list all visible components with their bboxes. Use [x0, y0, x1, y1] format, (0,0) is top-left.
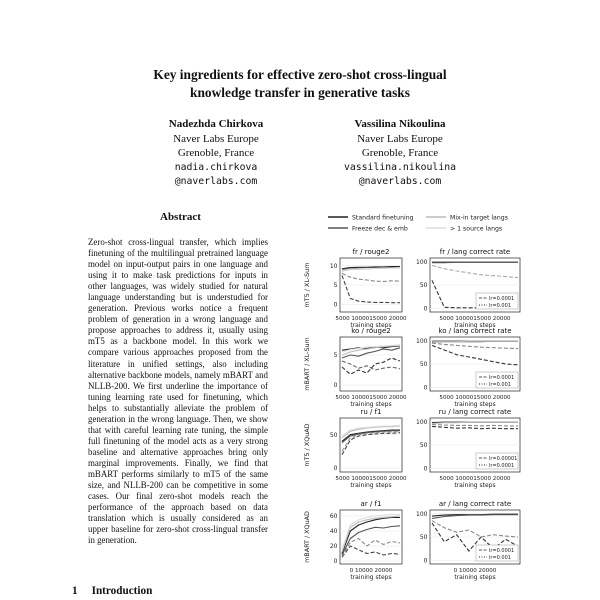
author-affiliation: Naver Labs Europe: [173, 132, 259, 145]
y-tick-label: 50: [419, 442, 428, 450]
row-label: mT5 / XL-Sum: [303, 262, 311, 308]
x-axis-label: training steps: [350, 482, 392, 489]
y-tick-label: 40: [329, 528, 338, 536]
paper-title: [0, 66, 600, 102]
section-heading: [72, 585, 152, 597]
x-tick-labels: 0 10000 20000: [349, 568, 393, 574]
y-tick-label: 100: [416, 337, 428, 345]
panel-title: ru / lang correct rate: [438, 408, 512, 416]
plot-frame: [340, 510, 402, 564]
y-tick-label: 0: [333, 558, 338, 566]
x-tick-labels: 5000 1000015000 20000: [439, 316, 511, 322]
x-tick-labels: 5000 1000015000 20000: [439, 395, 511, 401]
author-email-user: vassilina.nikoulina: [343, 161, 457, 173]
author-email-user: nadia.chirkova: [174, 161, 258, 173]
x-axis-label: training steps: [350, 401, 392, 408]
section-title: Introduction: [91, 585, 153, 597]
row-label: mT5 / XQuAD: [303, 423, 311, 467]
panel-legend-label: lr=0.001: [489, 382, 511, 388]
x-axis-label: training steps: [454, 322, 496, 329]
x-axis-label: training steps: [350, 322, 392, 329]
x-tick-labels: 5000 1000015000 20000: [335, 316, 407, 322]
legend-label: Mix-in target langs: [450, 214, 508, 222]
panel-legend-label: lr=0.0001: [489, 375, 515, 381]
title-line-2: knowledge transfer in generative tasks: [190, 85, 410, 100]
y-tick-label: 100: [416, 258, 428, 266]
author-block-2: [300, 117, 500, 190]
y-tick-label: 5: [333, 352, 338, 360]
y-tick-label: 50: [329, 431, 338, 439]
author-name: Nadezhda Chirkova: [168, 118, 264, 130]
title-line-1: Key ingredients for effective zero-shot cross-lingual: [153, 67, 447, 82]
author-block-1: [116, 117, 316, 190]
panel-legend-label: lr=0.001: [489, 303, 511, 309]
panel-title: fr / lang correct rate: [439, 248, 511, 256]
panel-title: ru / f1: [360, 408, 382, 416]
x-axis-label: training steps: [454, 401, 496, 408]
panel-title: ar / f1: [360, 500, 382, 508]
y-tick-label: 10: [329, 262, 338, 270]
y-tick-label: 50: [419, 534, 428, 542]
y-tick-label: 20: [329, 543, 338, 551]
panel-legend-label: lr=0.0001: [489, 296, 515, 302]
row-label: mBART / XL-Sum: [303, 337, 311, 391]
panel-title: ar / lang correct rate: [438, 500, 512, 508]
y-tick-label: 100: [416, 418, 428, 426]
y-tick-label: 60: [329, 513, 338, 521]
y-tick-label: 0: [423, 465, 428, 473]
x-tick-labels: 5000 1000015000 20000: [439, 476, 511, 482]
y-tick-label: 0: [333, 382, 338, 390]
y-tick-label: 0: [423, 557, 428, 565]
figure-small-multiples: [300, 204, 540, 586]
y-tick-label: 5: [333, 282, 338, 290]
legend-label: Freeze dec & emb: [352, 225, 408, 233]
row-label: mBART / XQuAD: [303, 511, 311, 563]
series-line: [432, 341, 518, 342]
panel-title: ko / rouge2: [351, 327, 391, 335]
panel-legend-label: lr=0.001: [489, 555, 511, 561]
abstract-heading: Abstract: [160, 211, 201, 223]
author-affiliation: Naver Labs Europe: [357, 132, 443, 145]
x-axis-label: training steps: [454, 574, 496, 581]
x-axis-label: training steps: [454, 482, 496, 489]
author-city: Grenoble, France: [177, 147, 255, 160]
y-tick-label: 0: [423, 305, 428, 313]
y-tick-label: 50: [419, 282, 428, 290]
abstract-text: Zero-shot cross-lingual transfer, which implies finetuning of the multilingual pretrained language model on input-output pairs in one language and using it to make task predictions for inputs in other languages, was widely studied for natural language understanding but is understudied for generation. Previous works notice a frequent problem of generation in a wrong language and propose approaches to address it, usually using mT5 as a backbone model. In this work we compare various approaches proposed from the literature in unified settings, also including alternative backbone models, namely mBART and NLLB-200. We first underline the importance of tuning learning rate used for finetuning, which helps to substantially alleviate the problem of generation in the wrong language. Then, we show that with careful learning rate tuning, the simple full finetuning of the model acts as a very strong baseline and alternative approaches bring only marginal improvements. Finally, we find that mBART performs similarly to mT5 of the same size, and NLLB-200 can be competitive in some cases. Our final zero-shot models reach the performance of the approach based on data translation which is usually considered as an upper baseline for zero-shot cross-lingual transfer in generation.: [88, 237, 268, 546]
y-tick-label: 0: [333, 465, 338, 473]
section-number: 1: [72, 585, 78, 597]
y-tick-label: 0: [333, 301, 338, 309]
legend-label: Standard finetuning: [352, 214, 414, 222]
x-tick-labels: 5000 1000015000 20000: [335, 395, 407, 401]
y-tick-label: 0: [423, 384, 428, 392]
x-tick-labels: 5000 1000015000 20000: [335, 476, 407, 482]
y-tick-label: 50: [419, 361, 428, 369]
author-name: Vassilina Nikoulina: [354, 118, 446, 130]
panel-title: ko / lang correct rate: [438, 327, 512, 335]
series-line: [432, 262, 518, 263]
author-city: Grenoble, France: [361, 147, 439, 160]
author-email-domain: @naverlabs.com: [174, 176, 258, 188]
x-axis-label: training steps: [350, 574, 392, 581]
y-tick-label: 100: [416, 510, 428, 518]
panel-legend-label: lr=0.0001: [489, 463, 515, 469]
x-tick-labels: 0 10000 20000: [453, 568, 497, 574]
panel-title: fr / rouge2: [352, 248, 390, 256]
legend-label: > 1 source langs: [450, 225, 503, 233]
panel-legend-label: lr=0.0001: [489, 548, 515, 554]
panel-legend-label: lr=0.00001: [489, 456, 518, 462]
author-email-domain: @naverlabs.com: [358, 176, 442, 188]
